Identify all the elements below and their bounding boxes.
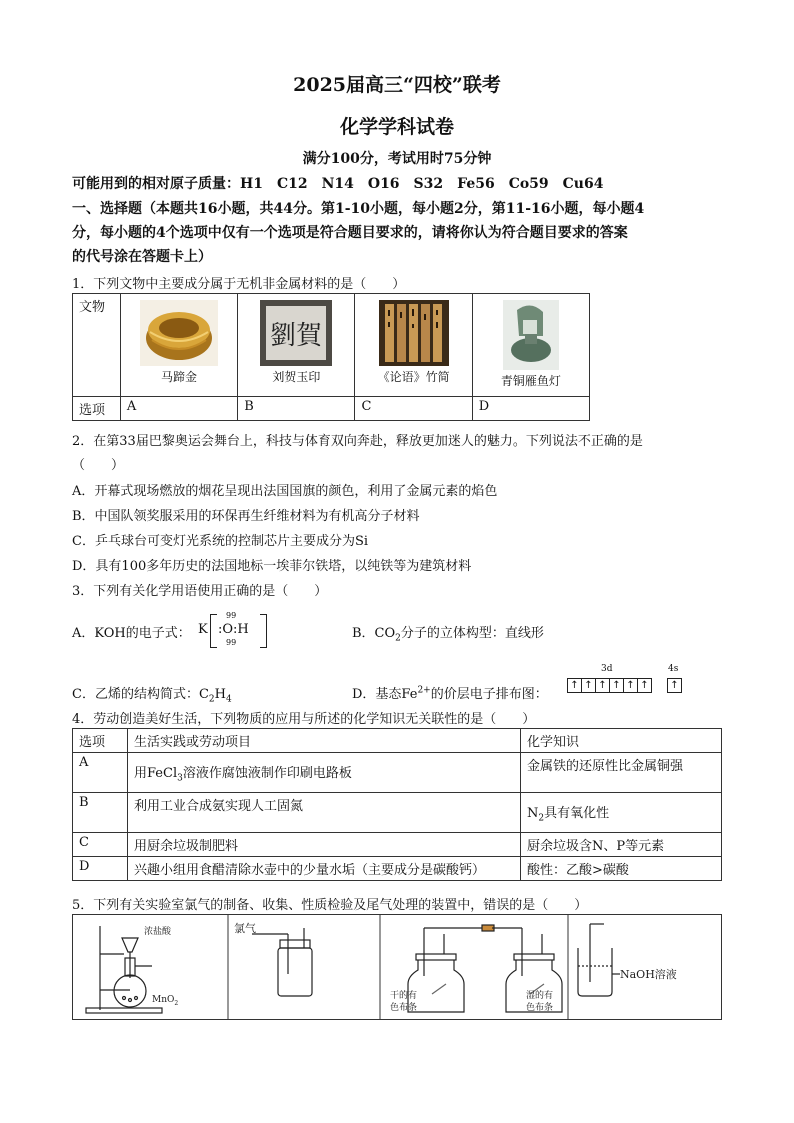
bronze-lamp-image <box>503 300 559 370</box>
q1-row-label-artifact: 文物 <box>73 294 121 397</box>
q2-stem-1: 2．在第33届巴黎奥运会舞台上，科技与体育双向奔赴，释放更加迷人的魅力。下列说法不正确的是 <box>72 434 643 449</box>
label-wet-1: 湿的有 <box>526 991 554 1001</box>
q4-a-knowledge: 金属铁的还原性比金属铜强 <box>521 753 722 793</box>
q4-d-opt: D <box>73 857 128 881</box>
q1-option-a: A <box>120 397 237 421</box>
absorption-beaker <box>578 924 620 996</box>
q1-item-a <box>120 294 237 397</box>
q1-row-label-option: 选项 <box>73 397 121 421</box>
orbital-box: ↑ <box>637 678 652 693</box>
q1-caption-d: 青铜雁鱼灯 <box>500 374 561 388</box>
q5-stem: 5．下列有关实验室氯气的制备、收集、性质检验及尾气处理的装置中，错误的是（ ） <box>72 898 588 913</box>
gold-hoof-image <box>140 300 218 366</box>
q2-option-b: B．中国队领奖服采用的环保再生纤维材料为有机高分子材料 <box>72 509 420 524</box>
label-mno2 <box>152 995 178 1007</box>
q3-option-c <box>72 683 232 705</box>
q2-option-a: A．开幕式现场燃放的烟花呈现出法国国旗的颜色，利用了金属元素的焰色 <box>72 484 498 499</box>
exam-title: 2025届高三“四校”联考 <box>293 74 501 96</box>
q2-stem-2: （ ） <box>72 458 125 473</box>
q3-option-d <box>352 683 548 702</box>
orbital-box: ↑ <box>667 678 682 693</box>
q4-stem: 4．劳动创造美好生活，下列物质的应用与所述的化学知识无关联性的是（ ） <box>72 712 536 727</box>
koh-dots-top: 99 <box>226 611 237 620</box>
koh-k: K <box>198 622 208 637</box>
label-4s: 4s <box>668 664 679 674</box>
q4-b-knowledge-text: N <box>527 805 539 821</box>
q1-item-d <box>472 294 589 397</box>
q4-c-knowledge: 厨余垃圾含N、P等元素 <box>521 833 722 857</box>
jade-seal-image <box>260 300 332 366</box>
q4-a-practice <box>128 753 521 793</box>
koh-electron-formula <box>198 611 272 648</box>
label-3d: 3d <box>601 664 613 674</box>
q4-a-practice-rest: 溶液作腐蚀液制作印刷电路板 <box>182 765 352 781</box>
q4-c-opt: C <box>73 833 128 857</box>
label-dry-2: 色布条 <box>390 1003 418 1013</box>
table-row <box>73 793 722 833</box>
q4-b-practice: 利用工业合成氨实现人工固氮 <box>128 793 521 833</box>
q3-b-text: B．CO <box>352 626 396 641</box>
label-hcl: 浓盐酸 <box>144 927 172 937</box>
q5-apparatus-diagram <box>72 914 722 1020</box>
q3-option-b <box>352 622 544 644</box>
q4-a-opt: A <box>73 753 128 793</box>
orbital-box: ↑ <box>581 678 596 693</box>
bamboo-slips-image <box>379 300 449 366</box>
q4-a-practice-sub: 3 <box>177 773 183 784</box>
label-chlorine: 氯气 <box>234 922 256 935</box>
q3-c-text: C．乙烯的结构简式：C <box>72 687 209 702</box>
q4-b-opt: B <box>73 793 128 833</box>
right-bracket <box>260 614 267 648</box>
q4-d-knowledge: 酸性：乙酸>碳酸 <box>521 857 722 881</box>
q1-option-c: C <box>355 397 472 421</box>
section1-line3: 的代号涂在答题卡上） <box>72 249 212 265</box>
q1-item-b <box>238 294 355 397</box>
q4-b-knowledge-sub: 2 <box>538 813 545 824</box>
q3-option-a <box>72 622 191 641</box>
q1-item-c <box>355 294 472 397</box>
table-row <box>73 753 722 793</box>
q4-table <box>72 728 722 881</box>
label-wet-2: 色布条 <box>526 1003 554 1013</box>
table-row <box>73 833 722 857</box>
orbital-box: ↑ <box>623 678 638 693</box>
generator-apparatus <box>86 926 162 1013</box>
label-naoh: NaOH溶液 <box>620 968 677 981</box>
orbital-3d <box>568 677 652 693</box>
q1-option-b: B <box>238 397 355 421</box>
q3-d-text: D．基态Fe <box>352 687 418 702</box>
q3-c-sub1: 2 <box>208 694 215 705</box>
q3-stem: 3．下列有关化学用语使用正确的是（ ） <box>72 584 328 599</box>
q1-caption-b: 刘贺玉印 <box>272 370 321 384</box>
orbital-box: ↑ <box>567 678 582 693</box>
q3-b-sub: 2 <box>395 633 401 644</box>
label-dry-1: 干的有 <box>390 991 418 1001</box>
q4-header-knowledge: 化学知识 <box>521 729 722 753</box>
table-row <box>73 857 722 881</box>
q4-b-knowledge <box>521 793 722 833</box>
q3-a-prefix: A．KOH的电子式： <box>72 626 191 641</box>
koh-dots-bottom: 99 <box>226 638 237 647</box>
q1-option-d: D <box>472 397 589 421</box>
q4-a-practice-text: 用FeCl <box>134 765 178 781</box>
koh-center: :O:H <box>218 622 249 637</box>
subject-title: 化学学科试卷 <box>339 116 454 138</box>
q1-caption-a: 马蹄金 <box>161 370 198 384</box>
orbital-box: ↑ <box>609 678 624 693</box>
q1-table <box>72 293 590 421</box>
q1-caption-c: 《论语》竹简 <box>377 370 450 384</box>
q3-c-mid: H <box>214 687 226 702</box>
section1-line2: 分，每小题的4个选项中仅有一个选项是符合题目要求的，请将你认为符合题目要求的答案 <box>72 225 628 241</box>
collection-bottle <box>252 928 312 996</box>
q4-c-practice: 用厨余垃圾制肥料 <box>128 833 521 857</box>
label-mno2-sub: 2 <box>174 1000 179 1007</box>
q3-c-sub2: 4 <box>225 694 232 705</box>
q3-d-rest: 的价层电子排布图： <box>430 687 548 702</box>
exam-info: 满分100分，考试用时75分钟 <box>302 151 492 167</box>
q4-header-option: 选项 <box>73 729 128 753</box>
q3-b-rest: 分子的立体构型：直线形 <box>400 626 544 641</box>
q3-d-sup: 2+ <box>417 685 431 696</box>
seal-text: 劉賀 <box>270 321 323 351</box>
q2-option-c: C．乒乓球台可变灯光系统的控制芯片主要成分为Si <box>72 534 369 549</box>
q4-b-knowledge-rest: 具有氧化性 <box>544 805 610 821</box>
orbital-box: ↑ <box>595 678 610 693</box>
q2-option-d: D．具有100多年历史的法国地标一埃菲尔铁塔，以纯铁等为建筑材料 <box>72 559 472 574</box>
section1-line1: 一、选择题（本题共16小题，共44分。第1-10小题，每小题2分，第11-16小题，每小题4 <box>72 201 645 217</box>
q4-d-practice: 兴趣小组用食醋清除水壶中的少量水垢（主要成分是碳酸钙） <box>128 857 521 881</box>
orbital-4s <box>668 677 682 693</box>
atomic-mass-line: 可能用到的相对原子质量：H1 C12 N14 O16 S32 Fe56 Co59 Cu64 <box>72 176 604 192</box>
label-mno2-text: MnO <box>152 995 175 1005</box>
left-bracket <box>210 614 217 648</box>
q1-stem: 1．下列文物中主要成分属于无机非金属材料的是（ ） <box>72 277 406 292</box>
q4-header-practice: 生活实践或劳动项目 <box>128 729 521 753</box>
